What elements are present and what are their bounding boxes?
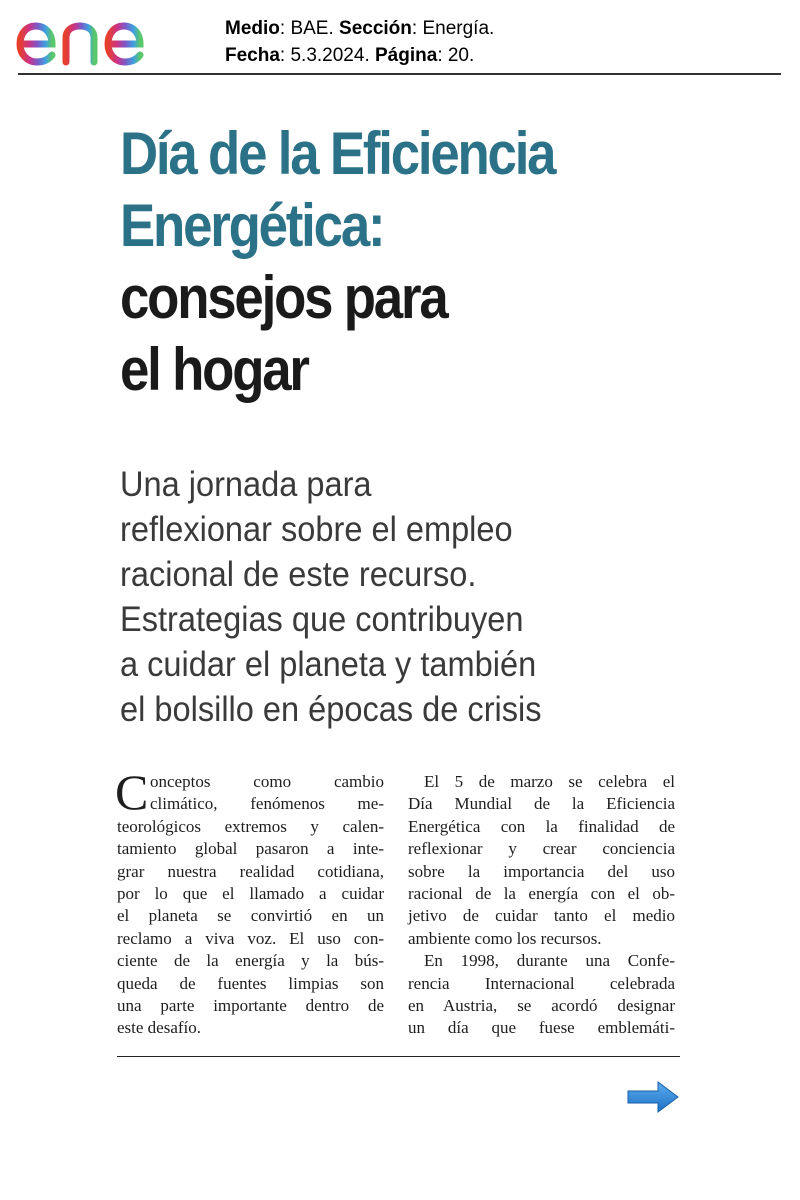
enel-logo — [14, 2, 194, 72]
headline-line: Día de la Eficiencia — [120, 120, 555, 187]
article-column-2 — [408, 771, 675, 1040]
body-line: sobre la importancia del uso — [408, 861, 675, 881]
drop-cap: C — [115, 764, 149, 820]
body-line: reflexionar y crear conciencia — [408, 839, 675, 859]
body-line: reclamo a viva voz. El uso con- — [117, 928, 384, 948]
headline-line: Energética: — [120, 192, 384, 259]
body-line: teorológicos extremos y calen- — [117, 816, 384, 836]
body-line: ciente de la energía y la bús- — [117, 951, 384, 971]
headline-line: consejos para — [120, 264, 447, 331]
body-line: una parte importante dentro de — [117, 996, 384, 1016]
header-divider — [18, 73, 781, 75]
body-line: racional de la energía con el ob- — [408, 884, 675, 904]
body-line: climático, fenómenos me- — [150, 794, 384, 814]
body-line: rencia Internacional celebrada — [408, 973, 675, 993]
subheadline-line: a cuidar el planeta y también — [120, 645, 537, 684]
body-line: ambiente como los recursos. — [408, 928, 602, 948]
article-subheadline — [120, 462, 641, 732]
body-line: jetivo de cuidar tanto el medio — [408, 906, 675, 926]
body-line: un día que fuese emblemáti- — [408, 1018, 675, 1038]
body-line: Energética con la finalidad de — [408, 816, 675, 836]
body-line: en Austria, se acordó designar — [408, 996, 675, 1016]
meta-line-1: Medio: BAE. Sección: Energía. — [225, 18, 495, 39]
body-line: este desafío. — [117, 1018, 202, 1038]
body-line: queda de fuentes limpias son — [117, 973, 384, 993]
arrow-right-icon[interactable] — [626, 1080, 680, 1114]
article-headline — [120, 118, 666, 406]
body-line: El 5 de marzo se celebra el — [424, 772, 675, 791]
body-line: En 1998, durante una Confe- — [424, 951, 675, 971]
subheadline-line: Estrategias que contribuyen — [120, 600, 524, 639]
body-line: el planeta se convirtió en un — [117, 906, 384, 926]
press-metadata — [225, 15, 494, 69]
body-line: grar nuestra realidad cotidiana, — [117, 861, 384, 881]
subheadline-line: el bolsillo en épocas de crisis — [120, 690, 542, 729]
subheadline-line: racional de este recurso. — [120, 555, 477, 594]
meta-line-2: Fecha: 5.3.2024. Página: 20. — [225, 45, 475, 66]
body-line: Día Mundial de la Eficiencia — [408, 794, 675, 814]
article-bottom-divider — [117, 1056, 680, 1057]
subheadline-line: Una jornada para — [120, 465, 372, 504]
headline-line: el hogar — [120, 336, 308, 403]
subheadline-line: reflexionar sobre el empleo — [120, 510, 513, 549]
article-column-1 — [115, 764, 384, 1040]
body-line: onceptos como cambio — [150, 772, 384, 791]
body-line: por lo que el llamado a cuidar — [117, 884, 384, 904]
body-line: tamiento global pasaron a inte- — [117, 839, 384, 859]
